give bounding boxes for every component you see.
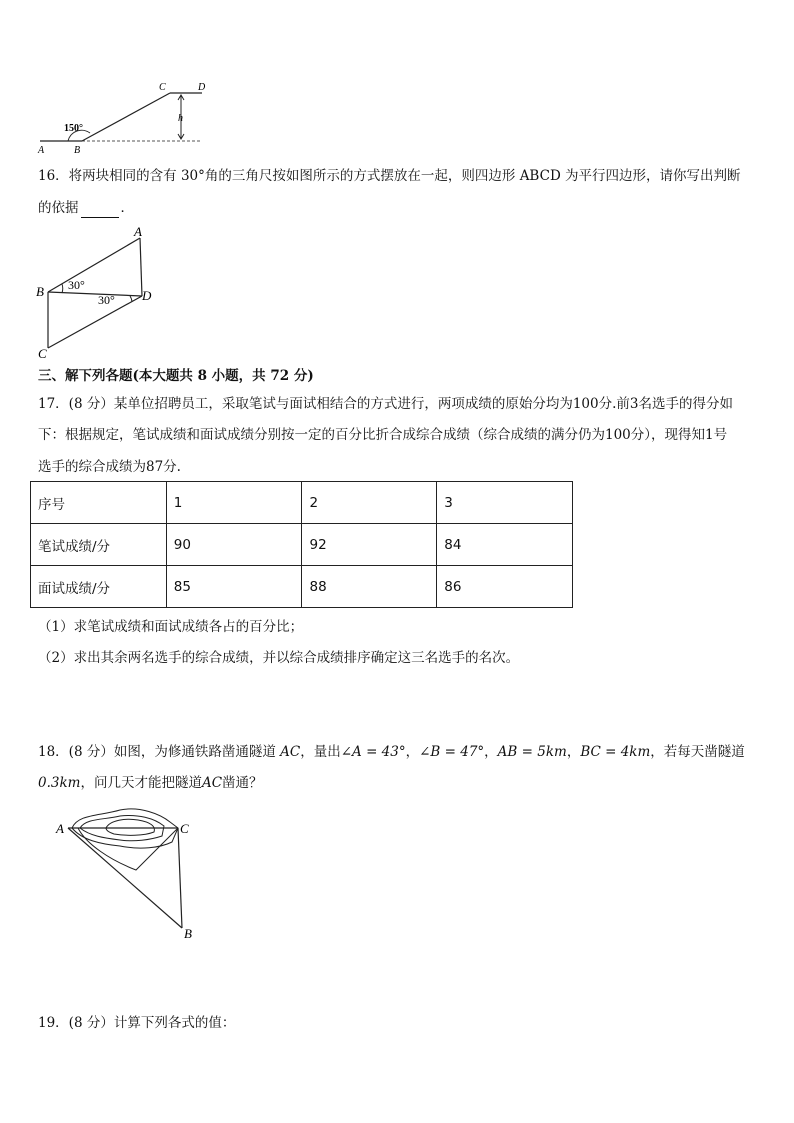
table-cell: 86 bbox=[437, 566, 573, 608]
q18-sep: ， bbox=[566, 744, 581, 760]
table-cell: 88 bbox=[302, 566, 437, 608]
fig16-angle1: 30° bbox=[68, 278, 85, 292]
q18-text-c: ，若每天凿隧道 bbox=[650, 744, 745, 760]
fig16-angle2: 30° bbox=[98, 293, 115, 307]
table-row bbox=[31, 524, 573, 566]
fig16-b: B bbox=[36, 284, 44, 299]
slope-figure bbox=[30, 75, 220, 157]
label-angle: 150° bbox=[64, 123, 83, 134]
q17-sub1: （1）求笔试成绩和面试成绩各占的百分比； bbox=[38, 619, 304, 635]
q18-angle-b: ∠B = 47° bbox=[419, 744, 485, 760]
table-cell: 85 bbox=[166, 566, 302, 608]
table-cell: 92 bbox=[302, 524, 437, 566]
label-h: h bbox=[178, 113, 183, 124]
section-title: 三、解下列各题(本大题共 8 小题，共 72 分) bbox=[38, 368, 314, 384]
label-d: D bbox=[198, 82, 206, 93]
q18-text-e: 凿通？ bbox=[222, 775, 263, 791]
table-row bbox=[31, 482, 573, 524]
q17-sub2: （2）求出其余两名选手的综合成绩，并以综合成绩排序确定这三名选手的名次。 bbox=[38, 650, 520, 666]
answer-blank bbox=[81, 203, 119, 218]
q18-text-d: ，问几天才能把隧道 bbox=[80, 775, 202, 791]
fig16-c: C bbox=[38, 346, 47, 361]
q17-line1: 17．(8 分）某单位招聘员工，采取笔试与面试相结合的方式进行，两项成绩的原始分均为100分.前3名选手的得分如 bbox=[38, 396, 733, 412]
fig18-a: A bbox=[56, 821, 64, 836]
q16-line2-suffix: ． bbox=[120, 200, 134, 216]
q16-line2-prefix: 的依据 bbox=[38, 200, 79, 216]
q18-text-b: ，量出 bbox=[300, 744, 341, 760]
q18-line1 bbox=[38, 742, 745, 762]
score-table bbox=[30, 481, 573, 608]
tunnel-figure bbox=[50, 804, 210, 944]
label-b: B bbox=[74, 145, 81, 156]
table-cell: 90 bbox=[166, 524, 302, 566]
table-cell: 笔试成绩/分 bbox=[31, 524, 167, 566]
fig18-c: C bbox=[180, 821, 189, 836]
q16-line1: 16．将两块相同的含有 30°角的三角尺按如图所示的方式摆放在一起，则四边形 ABCD 为平行四边形，请你写出判断 bbox=[38, 168, 741, 184]
table-cell: 3 bbox=[437, 482, 573, 524]
q18-ab: AB = 5km bbox=[497, 744, 567, 760]
q18-text-a: 18．(8 分）如图，为修通铁路凿通隧道 bbox=[38, 744, 276, 760]
parallelogram-figure bbox=[34, 224, 164, 362]
q18-bc: BC = 4km bbox=[580, 744, 651, 760]
q18-ac: AC bbox=[201, 775, 223, 791]
q19-line1: 19．(8 分）计算下列各式的值： bbox=[38, 1015, 236, 1031]
table-row bbox=[31, 566, 573, 608]
table-cell: 序号 bbox=[31, 482, 167, 524]
fig16-a: A bbox=[134, 224, 142, 239]
table-cell: 面试成绩/分 bbox=[31, 566, 167, 608]
q18-ac: AC bbox=[280, 744, 301, 760]
q18-sep: ， bbox=[405, 744, 420, 760]
q18-line2 bbox=[38, 773, 263, 793]
q16-line2 bbox=[38, 198, 134, 218]
fig16-d: D bbox=[142, 288, 152, 303]
q18-rate: 0.3km bbox=[38, 775, 81, 791]
label-c: C bbox=[159, 82, 166, 93]
label-a: A bbox=[38, 145, 45, 156]
fig18-b: B bbox=[184, 926, 192, 941]
q17-line3: 选手的综合成绩为87分. bbox=[38, 459, 181, 475]
q17-line2: 下：根据规定，笔试成绩和面试成绩分别按一定的百分比折合成综合成绩（综合成绩的满分仍为100分），现得知1号 bbox=[38, 427, 728, 443]
table-cell: 2 bbox=[302, 482, 437, 524]
q18-angle-a: ∠A = 43° bbox=[340, 744, 406, 760]
table-cell: 84 bbox=[437, 524, 573, 566]
table-cell: 1 bbox=[166, 482, 302, 524]
q18-sep: ， bbox=[484, 744, 498, 760]
